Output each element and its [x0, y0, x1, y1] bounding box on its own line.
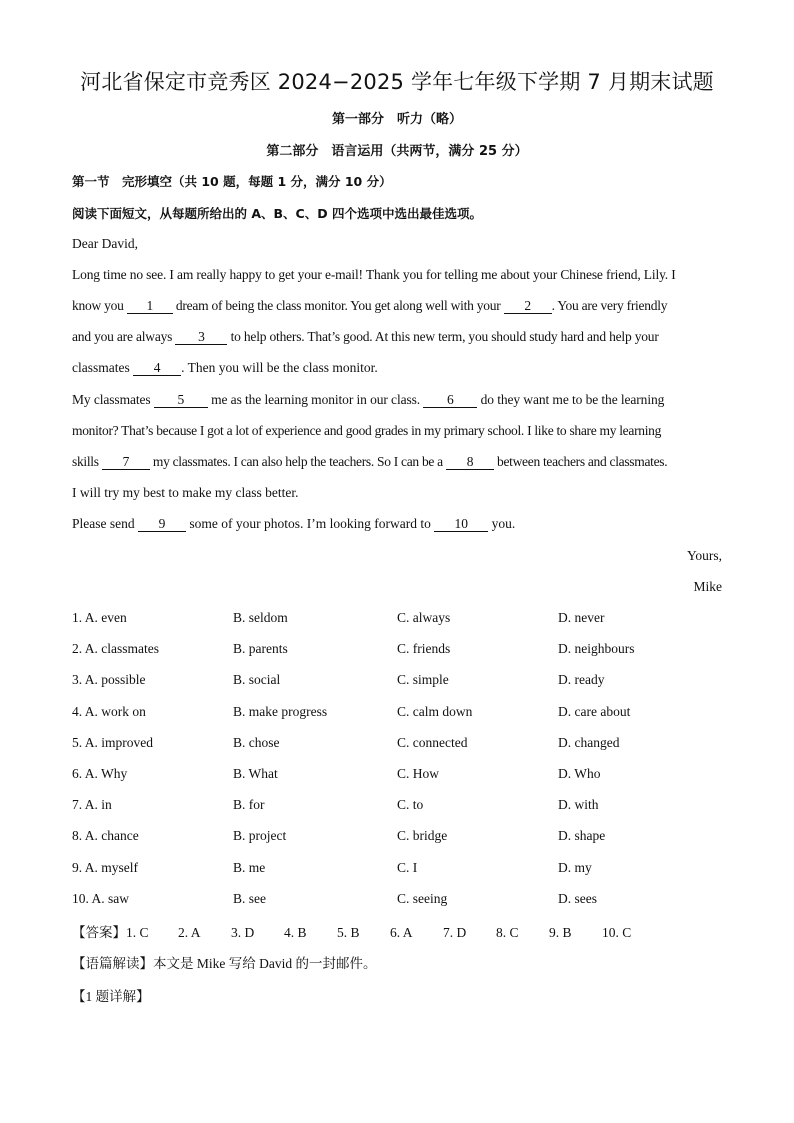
text-segment: classmates: [72, 360, 134, 375]
option-1b: B. seldom: [233, 610, 288, 625]
answer-item: 8. C: [496, 925, 519, 940]
option-6a: 6. A. Why: [72, 766, 128, 781]
option-1c: C. always: [397, 610, 451, 625]
option-9a: 9. A. myself: [72, 860, 138, 875]
blank-10: 10: [434, 517, 488, 532]
option-3d: D. ready: [558, 672, 605, 687]
option-8c: C. bridge: [397, 828, 448, 843]
letter-p1-line1: Long time no see. I am really happy to get your e-mail! Thank you for telling me about your Chinese friend, Lily. I: [72, 267, 676, 282]
option-2c: C. friends: [397, 641, 451, 656]
option-4d: D. care about: [558, 704, 631, 719]
part-two-heading: 第二部分 语言运用（共两节，满分 25 分）: [266, 144, 528, 159]
option-7c: C. to: [397, 797, 424, 812]
answer-item: 10. C: [602, 925, 632, 940]
blank-8: 8: [446, 455, 494, 470]
text-segment: do they want me to be the learning: [477, 392, 665, 407]
option-5d: D. changed: [558, 735, 620, 750]
option-5a: 5. A. improved: [72, 735, 153, 750]
section-instruction: 阅读下面短文，从每题所给出的 A、B、C、D 四个选项中选出最佳选项。: [72, 206, 482, 221]
option-6d: D. Who: [558, 766, 601, 781]
answer-item: 6. A: [390, 925, 413, 940]
section-heading: 第一节 完形填空（共 10 题，每题 1 分，满分 10 分）: [72, 174, 392, 189]
part-one-heading: 第一部分 听力（略）: [331, 112, 462, 127]
text-segment: Please send: [72, 516, 138, 531]
exam-title: 河北省保定市竞秀区 2024−2025 学年七年级下学期 7 月期末试题: [80, 70, 714, 94]
blank-9: 9: [138, 517, 186, 532]
answer-label: 【答案】: [72, 925, 126, 940]
answer-item: 3. D: [231, 925, 255, 940]
option-10c: C. seeing: [397, 891, 448, 906]
text-segment: My classmates: [72, 392, 154, 407]
option-2a: 2. A. classmates: [72, 641, 159, 656]
option-9c: C. I: [397, 860, 418, 875]
letter-p1-line3: [72, 329, 722, 345]
letter-p2-line1: [72, 392, 722, 408]
option-3c: C. simple: [397, 672, 449, 687]
option-10d: D. sees: [558, 891, 597, 906]
answer-item: 2. A: [178, 925, 201, 940]
text-segment: and you are always: [72, 329, 176, 344]
text-segment: dream of being the class monitor. You get along well with your: [172, 298, 504, 313]
answer-item: 5. B: [337, 925, 360, 940]
option-9b: B. me: [233, 860, 266, 875]
letter-p1-line4: [72, 360, 722, 376]
text-segment: know you: [72, 298, 127, 313]
text-segment: me as the learning monitor in our class.: [207, 392, 424, 407]
answer-item: 4. B: [284, 925, 307, 940]
passage-analysis: 【语篇解读】本文是 Mike 写给 David 的一封邮件。: [72, 956, 377, 971]
question-1-detail-heading: 【1 题详解】: [72, 989, 150, 1004]
answer-item: 9. B: [549, 925, 572, 940]
text-segment: between teachers and classmates.: [493, 454, 668, 469]
letter-greeting: Dear David,: [72, 236, 138, 251]
letter-closing: Yours,: [686, 548, 722, 563]
option-2d: D. neighbours: [558, 641, 635, 656]
blank-1: 1: [127, 299, 173, 314]
option-8b: B. project: [233, 828, 287, 843]
answer-key: [72, 921, 655, 941]
blank-6: 6: [423, 393, 477, 408]
answer-item: 1. C: [126, 925, 149, 940]
letter-p2-line3: [72, 454, 722, 470]
answer-item: 7. D: [443, 925, 467, 940]
option-5b: B. chose: [233, 735, 280, 750]
option-8d: D. shape: [558, 828, 606, 843]
option-7b: B. for: [233, 797, 265, 812]
letter-signature: Mike: [693, 579, 722, 594]
letter-p2-line2: monitor? That’s because I got a lot of experience and good grades in my primary school. I like to share my learning: [72, 423, 662, 438]
blank-5: 5: [154, 393, 208, 408]
text-segment: skills: [72, 454, 102, 469]
option-1a: 1. A. even: [72, 610, 127, 625]
option-6b: B. What: [233, 766, 278, 781]
blank-7: 7: [102, 455, 150, 470]
option-10b: B. see: [233, 891, 266, 906]
letter-p3: [72, 516, 722, 532]
letter-p1-line2: [72, 298, 722, 314]
option-5c: C. connected: [397, 735, 468, 750]
option-2b: B. parents: [233, 641, 288, 656]
text-segment: to help others. That’s good. At this new term, you should study hard and help your: [227, 329, 659, 344]
text-segment: some of your photos. I’m looking forward to: [185, 516, 435, 531]
blank-4: 4: [133, 361, 181, 376]
option-8a: 8. A. chance: [72, 828, 139, 843]
option-7d: D. with: [558, 797, 599, 812]
option-6c: C. How: [397, 766, 440, 781]
option-10a: 10. A. saw: [72, 891, 129, 906]
text-segment: you.: [488, 516, 516, 531]
option-7a: 7. A. in: [72, 797, 112, 812]
text-segment: . Then you will be the class monitor.: [181, 360, 378, 375]
option-4b: B. make progress: [233, 704, 328, 719]
text-segment: my classmates. I can also help the teachers. So I can be a: [149, 454, 446, 469]
option-4a: 4. A. work on: [72, 704, 146, 719]
text-segment: . You are very friendly: [551, 298, 668, 313]
option-3b: B. social: [233, 672, 281, 687]
blank-2: 2: [504, 299, 552, 314]
blank-3: 3: [175, 330, 227, 345]
option-1d: D. never: [558, 610, 605, 625]
letter-p2-line4: I will try my best to make my class better.: [72, 485, 299, 500]
option-4c: C. calm down: [397, 704, 473, 719]
option-9d: D. my: [558, 860, 592, 875]
option-3a: 3. A. possible: [72, 672, 146, 687]
